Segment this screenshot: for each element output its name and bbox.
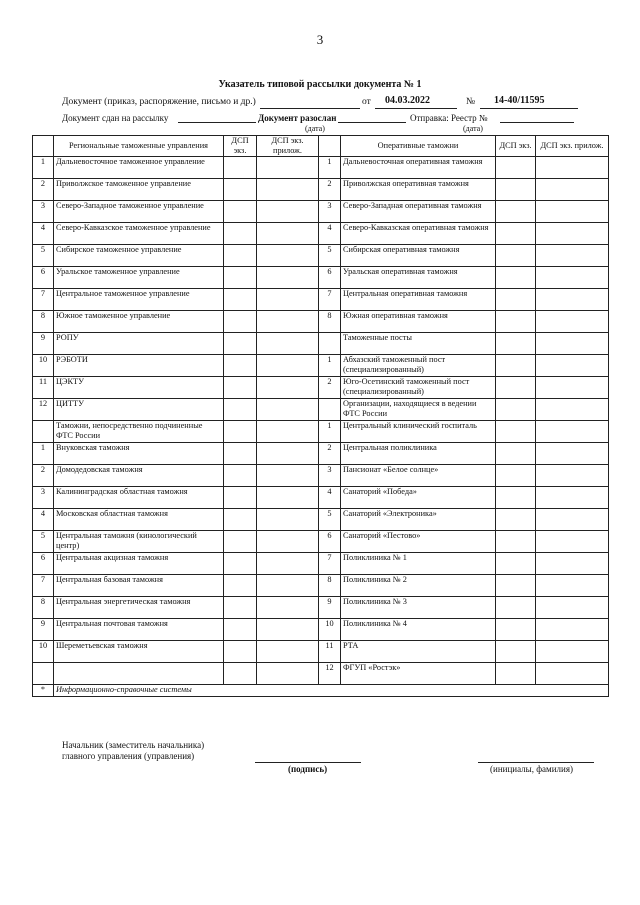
left-dsp-copies-cell <box>224 663 257 685</box>
right-dsp-attach-cell <box>536 201 609 223</box>
signature-position-line2: главного управления (управления) <box>62 751 195 761</box>
left-row-number: 7 <box>33 289 54 311</box>
left-dsp-copies-cell <box>224 311 257 333</box>
left-row-name: Северо-Западное таможенное управление <box>54 201 224 223</box>
right-dsp-attach-cell <box>536 421 609 443</box>
right-row-number: 4 <box>319 487 341 509</box>
right-row-name: ФГУП «Ростэк» <box>341 663 496 685</box>
table-row <box>33 179 609 201</box>
table-row <box>33 663 609 685</box>
right-row-number: 3 <box>319 201 341 223</box>
left-row-name: Центральная энергетическая таможня <box>54 597 224 619</box>
right-row-number: 5 <box>319 245 341 267</box>
right-dsp-copies-cell <box>496 597 536 619</box>
left-row-name: Таможни, непосредственно подчиненные ФТС России <box>54 421 224 443</box>
right-row-number: 1 <box>319 157 341 179</box>
left-dsp-copies-cell <box>224 443 257 465</box>
right-row-number: 1 <box>319 421 341 443</box>
left-dsp-attach-cell <box>257 641 319 663</box>
right-row-number: 6 <box>319 267 341 289</box>
right-dsp-copies-cell <box>496 377 536 399</box>
left-dsp-copies-cell <box>224 465 257 487</box>
left-dsp-attach-cell <box>257 509 319 531</box>
page-number: 3 <box>316 32 324 47</box>
right-dsp-attach-cell <box>536 597 609 619</box>
right-dsp-attach-cell <box>536 179 609 201</box>
right-dsp-copies-cell <box>496 201 536 223</box>
table-row <box>33 201 609 223</box>
left-row-name: Московская областная таможня <box>54 509 224 531</box>
right-dsp-attach-cell <box>536 245 609 267</box>
right-row-name: Центральная оперативная таможня <box>341 289 496 311</box>
left-row-number: 3 <box>33 487 54 509</box>
table-row <box>33 465 609 487</box>
left-dsp-attach-cell <box>257 487 319 509</box>
footer-mark: * <box>33 685 54 697</box>
right-row-name: Южная оперативная таможня <box>341 311 496 333</box>
right-row-number: 7 <box>319 553 341 575</box>
right-row-name: Поликлиника № 3 <box>341 597 496 619</box>
left-row-number: 10 <box>33 641 54 663</box>
right-row-name: Северо-Кавказская оперативная таможня <box>341 223 496 245</box>
right-row-name: Северо-Западная оперативная таможня <box>341 201 496 223</box>
left-dsp-attach-cell <box>257 201 319 223</box>
right-dsp-copies-cell <box>496 487 536 509</box>
left-row-number: 2 <box>33 465 54 487</box>
left-row-number: 12 <box>33 399 54 421</box>
right-dsp-copies-cell <box>496 619 536 641</box>
right-row-number: 10 <box>319 619 341 641</box>
right-row-name: Центральная поликлиника <box>341 443 496 465</box>
left-dsp-copies-cell <box>224 223 257 245</box>
right-row-name: Абхазский таможенный пост (специализированный) <box>341 355 496 377</box>
left-dsp-attach-cell <box>257 663 319 685</box>
left-dsp-copies-cell <box>224 487 257 509</box>
left-dsp-copies-cell <box>224 575 257 597</box>
left-row-name: Центральная таможня (кинологический центр) <box>54 531 224 553</box>
left-row-name <box>54 663 224 685</box>
right-dsp-attach-cell <box>536 641 609 663</box>
left-row-name: Шереметьевская таможня <box>54 641 224 663</box>
right-row-name: Таможенные посты <box>341 333 496 355</box>
distribution-table <box>32 135 609 697</box>
right-row-number: 8 <box>319 575 341 597</box>
left-dsp-copies-cell <box>224 377 257 399</box>
doc-label: Документ (приказ, распоряжение, письмо и др.) <box>62 97 256 107</box>
name-hint: (инициалы, фамилия) <box>490 764 573 774</box>
table-row <box>33 377 609 399</box>
right-row-name: Пансионат «Белое солнце» <box>341 465 496 487</box>
document-title: Указатель типовой рассылки документа № 1 <box>218 79 422 90</box>
left-dsp-copies-cell <box>224 157 257 179</box>
right-dsp-copies-cell <box>496 267 536 289</box>
left-row-name: Центральная акцизная таможня <box>54 553 224 575</box>
right-dsp-attach-cell <box>536 157 609 179</box>
footer-text: Информационно-справочные системы <box>54 685 609 697</box>
right-dsp-copies-cell <box>496 289 536 311</box>
left-row-number: 8 <box>33 597 54 619</box>
table-row <box>33 531 609 553</box>
right-dsp-copies-cell <box>496 245 536 267</box>
left-dsp-copies-cell <box>224 421 257 443</box>
right-dsp-copies-cell <box>496 223 536 245</box>
doc-number: 14-40/11595 <box>494 95 545 106</box>
right-dsp-copies-cell <box>496 355 536 377</box>
table-row <box>33 487 609 509</box>
header-dsp-attach: ДСП экз. прилож. <box>257 136 319 157</box>
left-dsp-copies-cell <box>224 597 257 619</box>
left-row-number: 4 <box>33 223 54 245</box>
left-dsp-attach-cell <box>257 355 319 377</box>
left-row-number: 11 <box>33 377 54 399</box>
left-row-number: 4 <box>33 509 54 531</box>
left-dsp-attach-cell <box>257 465 319 487</box>
right-row-number: 8 <box>319 311 341 333</box>
table-row <box>33 157 609 179</box>
left-row-number: 5 <box>33 245 54 267</box>
left-dsp-attach-cell <box>257 223 319 245</box>
right-dsp-attach-cell <box>536 443 609 465</box>
table-row <box>33 289 609 311</box>
left-row-number: 9 <box>33 333 54 355</box>
left-dsp-copies-cell <box>224 553 257 575</box>
table-row <box>33 267 609 289</box>
left-dsp-attach-cell <box>257 311 319 333</box>
right-row-number: 11 <box>319 641 341 663</box>
left-row-name: ЦИТТУ <box>54 399 224 421</box>
left-dsp-copies-cell <box>224 399 257 421</box>
left-row-number: 7 <box>33 575 54 597</box>
left-row-name: Южное таможенное управление <box>54 311 224 333</box>
right-row-number: 5 <box>319 509 341 531</box>
left-dsp-attach-cell <box>257 619 319 641</box>
table-row <box>33 355 609 377</box>
left-dsp-attach-cell <box>257 157 319 179</box>
right-row-name: Дальневосточная оперативная таможня <box>341 157 496 179</box>
left-row-number: 6 <box>33 267 54 289</box>
right-dsp-copies-cell <box>496 443 536 465</box>
left-dsp-attach-cell <box>257 597 319 619</box>
date-hint-2: (дата) <box>463 124 483 133</box>
right-dsp-attach-cell <box>536 399 609 421</box>
right-dsp-copies-cell <box>496 157 536 179</box>
doc-date-underline <box>375 108 457 109</box>
left-dsp-copies-cell <box>224 179 257 201</box>
right-dsp-copies-cell <box>496 333 536 355</box>
left-dsp-copies-cell <box>224 641 257 663</box>
table-row <box>33 509 609 531</box>
signature-underline <box>255 762 361 763</box>
right-row-number: 6 <box>319 531 341 553</box>
table-row <box>33 311 609 333</box>
left-dsp-copies-cell <box>224 509 257 531</box>
table-row <box>33 399 609 421</box>
left-dsp-attach-cell <box>257 245 319 267</box>
left-dsp-attach-cell <box>257 267 319 289</box>
right-dsp-attach-cell <box>536 223 609 245</box>
left-dsp-attach-cell <box>257 421 319 443</box>
left-row-number: 1 <box>33 157 54 179</box>
right-row-name: Центральный клинический госпиталь <box>341 421 496 443</box>
left-row-number <box>33 421 54 443</box>
right-dsp-attach-cell <box>536 487 609 509</box>
left-row-name: Приволжское таможенное управление <box>54 179 224 201</box>
header-regional: Региональные таможенные управления <box>54 136 224 157</box>
left-dsp-attach-cell <box>257 531 319 553</box>
left-row-number: 10 <box>33 355 54 377</box>
right-row-name: Санаторий «Пестово» <box>341 531 496 553</box>
right-row-name: Санаторий «Электроника» <box>341 509 496 531</box>
right-dsp-copies-cell <box>496 575 536 597</box>
left-dsp-copies-cell <box>224 289 257 311</box>
header-dsp-attach-right: ДСП экз. прилож. <box>536 136 609 157</box>
left-dsp-copies-cell <box>224 245 257 267</box>
left-row-number: 5 <box>33 531 54 553</box>
right-dsp-attach-cell <box>536 289 609 311</box>
left-dsp-copies-cell <box>224 201 257 223</box>
left-row-number: 6 <box>33 553 54 575</box>
table-row <box>33 443 609 465</box>
right-row-number <box>319 399 341 421</box>
right-row-number <box>319 333 341 355</box>
right-row-name: Юго-Осетинский таможенный пост (специализированный) <box>341 377 496 399</box>
left-dsp-copies-cell <box>224 531 257 553</box>
right-dsp-attach-cell <box>536 575 609 597</box>
doc-type-underline <box>260 108 360 109</box>
right-dsp-attach-cell <box>536 267 609 289</box>
sent-date-underline <box>178 122 256 123</box>
footer-row <box>33 685 609 697</box>
header-dsp-copies-right: ДСП экз. <box>496 136 536 157</box>
right-row-number: 4 <box>319 223 341 245</box>
right-row-name: Уральская оперативная таможня <box>341 267 496 289</box>
right-dsp-attach-cell <box>536 619 609 641</box>
right-row-number: 7 <box>319 289 341 311</box>
dispatch-label: Отправка: Реестр № <box>410 113 488 123</box>
right-dsp-attach-cell <box>536 531 609 553</box>
right-dsp-copies-cell <box>496 311 536 333</box>
left-row-number <box>33 663 54 685</box>
right-dsp-attach-cell <box>536 553 609 575</box>
left-row-name: Уральское таможенное управление <box>54 267 224 289</box>
name-underline <box>478 762 594 763</box>
left-dsp-attach-cell <box>257 289 319 311</box>
table-header-row <box>33 136 609 157</box>
right-row-number: 12 <box>319 663 341 685</box>
table-row <box>33 619 609 641</box>
date-hint-1: (дата) <box>305 124 325 133</box>
left-dsp-attach-cell <box>257 443 319 465</box>
right-dsp-copies-cell <box>496 179 536 201</box>
left-row-name: Центральная базовая таможня <box>54 575 224 597</box>
right-dsp-copies-cell <box>496 465 536 487</box>
left-dsp-attach-cell <box>257 553 319 575</box>
table-row <box>33 421 609 443</box>
right-row-name: Организации, находящиеся в ведении ФТС России <box>341 399 496 421</box>
signature-position-line1: Начальник (заместитель начальника) <box>62 740 205 750</box>
right-dsp-attach-cell <box>536 465 609 487</box>
left-row-name: ЦЭКТУ <box>54 377 224 399</box>
right-dsp-attach-cell <box>536 333 609 355</box>
header-dsp-copies: ДСП экз. <box>224 136 257 157</box>
right-dsp-copies-cell <box>496 399 536 421</box>
doc-date: 04.03.2022 <box>385 95 430 106</box>
right-row-number: 2 <box>319 377 341 399</box>
right-dsp-copies-cell <box>496 421 536 443</box>
table-row <box>33 245 609 267</box>
left-row-number: 3 <box>33 201 54 223</box>
right-row-name: Приволжская оперативная таможня <box>341 179 496 201</box>
left-row-name: Центральная почтовая таможня <box>54 619 224 641</box>
left-row-name: Домодедовская таможня <box>54 465 224 487</box>
left-row-name: РОПУ <box>54 333 224 355</box>
table-row <box>33 553 609 575</box>
left-row-name: Северо-Кавказское таможенное управление <box>54 223 224 245</box>
dist-date-underline <box>338 122 406 123</box>
right-row-number: 1 <box>319 355 341 377</box>
left-dsp-attach-cell <box>257 399 319 421</box>
left-row-name: Дальневосточное таможенное управление <box>54 157 224 179</box>
right-dsp-attach-cell <box>536 311 609 333</box>
table-row <box>33 223 609 245</box>
left-row-name: Сибирское таможенное управление <box>54 245 224 267</box>
left-dsp-copies-cell <box>224 333 257 355</box>
sent-label: Документ сдан на рассылку <box>62 113 169 123</box>
doc-number-underline <box>480 108 578 109</box>
left-row-name: Калининградская областная таможня <box>54 487 224 509</box>
dist-label: Документ разослан <box>258 113 337 123</box>
right-dsp-copies-cell <box>496 531 536 553</box>
right-dsp-attach-cell <box>536 377 609 399</box>
right-dsp-attach-cell <box>536 355 609 377</box>
right-row-name: Поликлиника № 1 <box>341 553 496 575</box>
table-row <box>33 575 609 597</box>
left-dsp-attach-cell <box>257 575 319 597</box>
right-dsp-copies-cell <box>496 663 536 685</box>
right-dsp-attach-cell <box>536 509 609 531</box>
right-dsp-copies-cell <box>496 641 536 663</box>
right-row-number: 3 <box>319 465 341 487</box>
left-dsp-attach-cell <box>257 333 319 355</box>
left-dsp-attach-cell <box>257 179 319 201</box>
right-row-number: 2 <box>319 179 341 201</box>
doc-from-label: от <box>362 97 371 107</box>
right-row-name: Санаторий «Победа» <box>341 487 496 509</box>
table-row <box>33 597 609 619</box>
right-row-name: Поликлиника № 4 <box>341 619 496 641</box>
left-row-number: 8 <box>33 311 54 333</box>
right-row-number: 2 <box>319 443 341 465</box>
left-row-name: Центральное таможенное управление <box>54 289 224 311</box>
dispatch-underline <box>500 122 574 123</box>
right-dsp-attach-cell <box>536 663 609 685</box>
table-row <box>33 333 609 355</box>
right-dsp-copies-cell <box>496 553 536 575</box>
right-dsp-copies-cell <box>496 509 536 531</box>
header-operative: Оперативные таможни <box>341 136 496 157</box>
left-row-number: 9 <box>33 619 54 641</box>
table-row <box>33 641 609 663</box>
left-dsp-copies-cell <box>224 355 257 377</box>
left-row-number: 2 <box>33 179 54 201</box>
right-row-name: Сибирская оперативная таможня <box>341 245 496 267</box>
left-row-name: Внуковская таможня <box>54 443 224 465</box>
right-row-name: Поликлиника № 2 <box>341 575 496 597</box>
left-row-name: РЭБОТИ <box>54 355 224 377</box>
doc-num-label: № <box>466 97 476 107</box>
right-row-name: РТА <box>341 641 496 663</box>
left-dsp-copies-cell <box>224 619 257 641</box>
left-dsp-attach-cell <box>257 377 319 399</box>
left-dsp-copies-cell <box>224 267 257 289</box>
right-row-number: 9 <box>319 597 341 619</box>
sign-hint: (подпись) <box>288 764 328 774</box>
left-row-number: 1 <box>33 443 54 465</box>
